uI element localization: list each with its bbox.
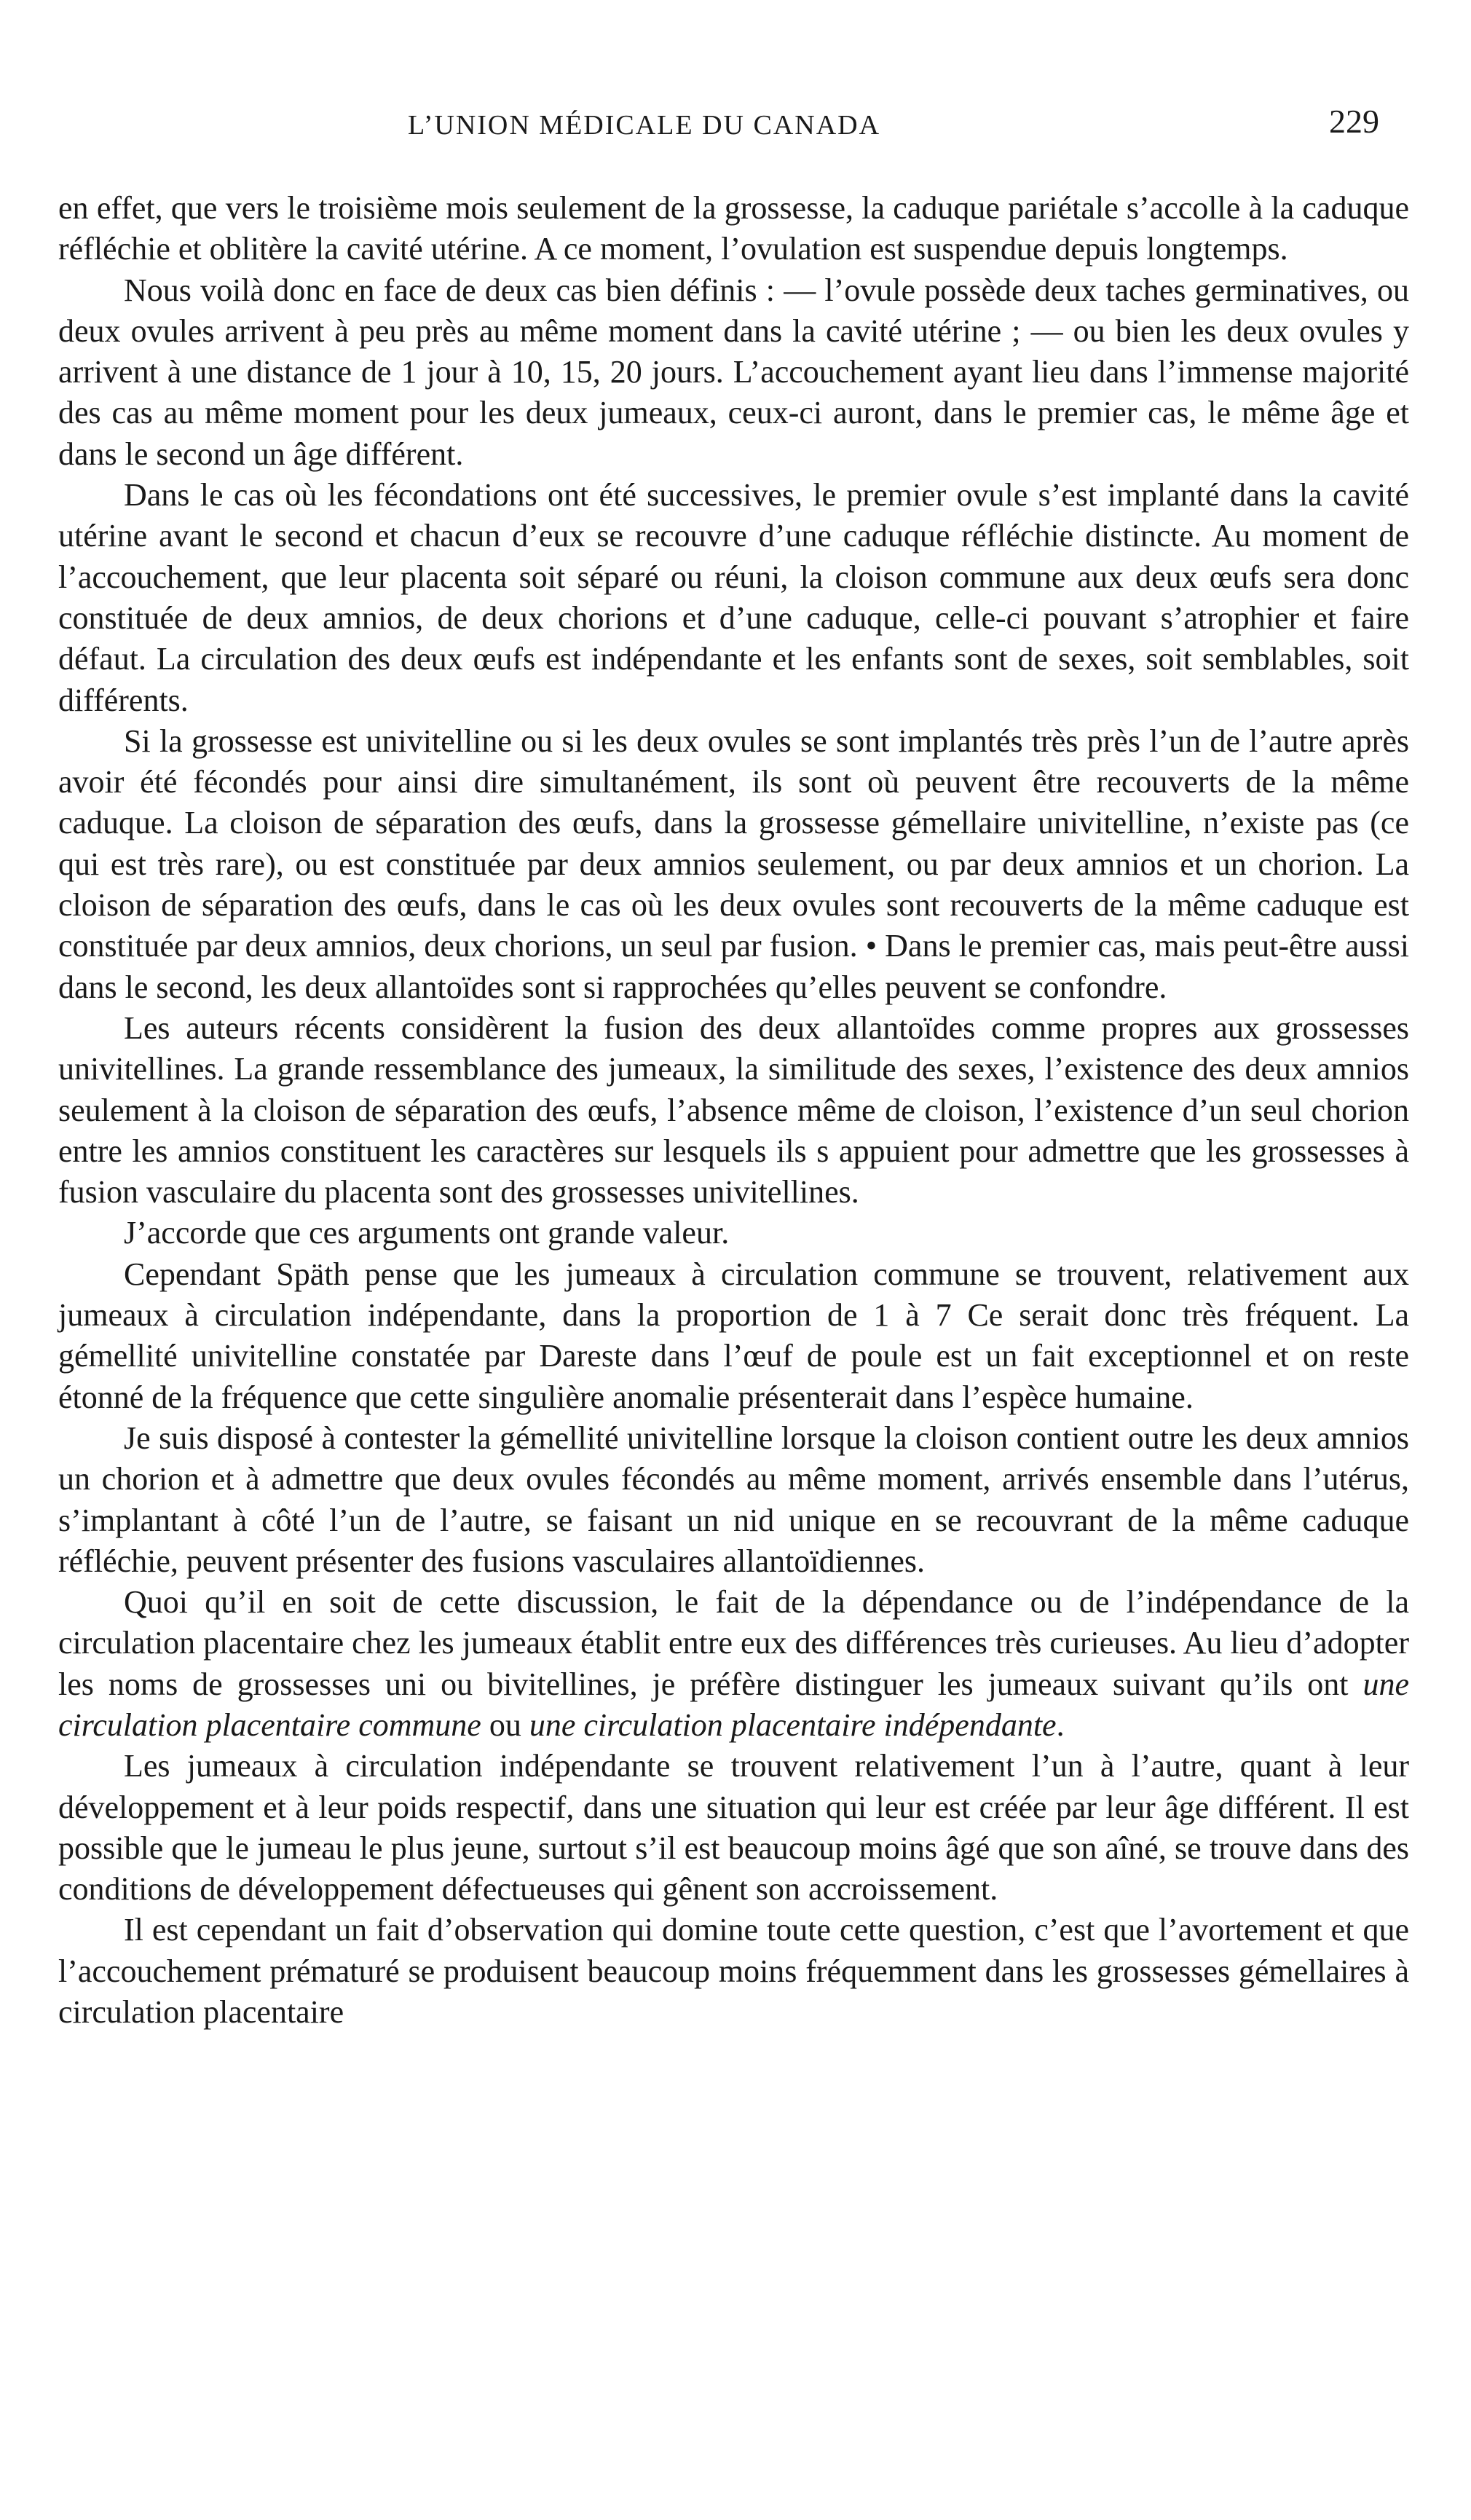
paragraph-9 (58, 1582, 1409, 1746)
paragraph-9-italic-2: une circulation placentaire indépendante (529, 1706, 1057, 1743)
body-text (58, 188, 1409, 2033)
paragraph-1: en effet, que vers le troisième mois seulement de la grossesse, la caduque pariétale s’accolle à la caduque réfléchie et oblitère la cavité utérine. A ce moment, l’ovulation est suspendue depuis longtemps. (58, 190, 1409, 267)
paragraph-10: Les jumeaux à circulation indépendante se trouvent relativement l’un à l’autre, quant à leur développement et à leur poids respectif, dans une situation qui leur est créée par leur âge différent. Il est possible que le jumeau le plus jeune, surtout s’il est beaucoup moins âgé que son aîné, se trouve dans des conditions de développement défectueuses qui gênent son accroissement. (58, 1748, 1409, 1907)
running-header: L’UNION MÉDICALE DU CANADA (408, 110, 881, 141)
page-number: 229 (1329, 103, 1379, 140)
paragraph-9-italic-1: une circulation placentaire commune (58, 1666, 1409, 1743)
paragraph-2: Nous voilà donc en face de deux cas bien définis : — l’ovule possède deux taches germinatives, ou deux ovules arrivent à peu près au même moment dans la cavité utérine ; — ou bien les deux ovules y arrivent à une distance de 1 jour à 10, 15, 20 jours. L’accouchement ayant lieu dans l’immense majorité des cas au même moment pour les deux jumeaux, ceux-ci auront, dans le premier cas, le même âge et dans le second un âge différent. (58, 272, 1409, 472)
paragraph-7: Cependant Späth pense que les jumeaux à circulation commune se trouvent, relativement aux jumeaux à circulation indépendante, dans la proportion de 1 à 7 Ce serait donc très fréquent. La gémellité univitelline constatée par Dareste dans l’œuf de poule est un fait exceptionnel et on reste étonné de la fréquence que cette singulière anomalie présenterait dans l’espèce humaine. (58, 1256, 1409, 1415)
paragraph-9-text-after: . (1056, 1706, 1065, 1743)
paragraph-11: Il est cependant un fait d’observation qui domine toute cette question, c’est que l’avortement et que l’accouchement prématuré se produisent beaucoup moins fréquemment dans les grossesses gémellaires à circulation placentaire (58, 1912, 1409, 2031)
paragraph-3: Dans le cas où les fécondations ont été successives, le premier ovule s’est implanté dans la cavité utérine avant le second et chacun d’eux se recouvre d’une caduque réfléchie distincte. Au moment de l’accouchement, que leur placenta soit séparé ou réuni, la cloison commune aux deux œufs sera donc constituée de deux amnios, de deux chorions et d’une caduque, celle-ci pouvant s’atrophier et faire défaut. La circulation des deux œufs est indépendante et les enfants sont de sexes, soit semblables, soit différents. (58, 477, 1409, 718)
paragraph-8: Je suis disposé à contester la gémellité univitelline lorsque la cloison contient outre les deux amnios un chorion et à admettre que deux ovules fécondés au même moment, arrivés ensemble dans l’utérus, s’implantant à côté l’un de l’autre, se faisant un nid unique en se recouvrant de la même caduque réfléchie, peuvent présenter des fusions vasculaires allantoïdiennes. (58, 1420, 1409, 1579)
paragraph-9-text-middle: ou (481, 1706, 529, 1743)
paragraph-9-text-before: Quoi qu’il en soit de cette discussion, le fait de la dépendance ou de l’indépendance de la circulation placentaire chez les jumeaux établit entre eux des différences très curieuses. Au lieu d’adopter les noms de grossesses uni ou bivitellines, je préfère distinguer les jumeaux suivant qu’ils ont (58, 1584, 1409, 1702)
paragraph-5: Les auteurs récents considèrent la fusion des deux allantoïdes comme propres aux grossesses univitellines. La grande ressemblance des jumeaux, la similitude des sexes, l’existence des deux amnios seulement à la cloison de séparation des œufs, l’absence même de cloison, l’existence d’un seul chorion entre les amnios constituent les caractères sur lesquels ils s appuient pour admettre que les grossesses à fusion vasculaire du placenta sont des grossesses univitellines. (58, 1009, 1409, 1210)
paragraph-6: J’accorde que ces arguments ont grande valeur. (124, 1215, 730, 1251)
paragraph-4: Si la grossesse est univitelline ou si les deux ovules se sont implantés très près l’un de l’autre après avoir été fécondés pour ainsi dire simultanément, ils sont où peuvent être recouverts de la même caduque. La cloison de séparation des œufs, dans la grossesse gémellaire univitelline, n’existe pas (ce qui est très rare), ou est constituée par deux amnios seulement, ou par deux amnios et un chorion. La cloison de séparation des œufs, dans le cas où les deux ovules sont recouverts de la même caduque est constituée par deux amnios, deux chorions, un seul par fusion. • Dans le premier cas, mais peut-être aussi dans le second, les deux allantoïdes sont si rapprochées qu’elles peuvent se confondre. (58, 722, 1409, 1005)
